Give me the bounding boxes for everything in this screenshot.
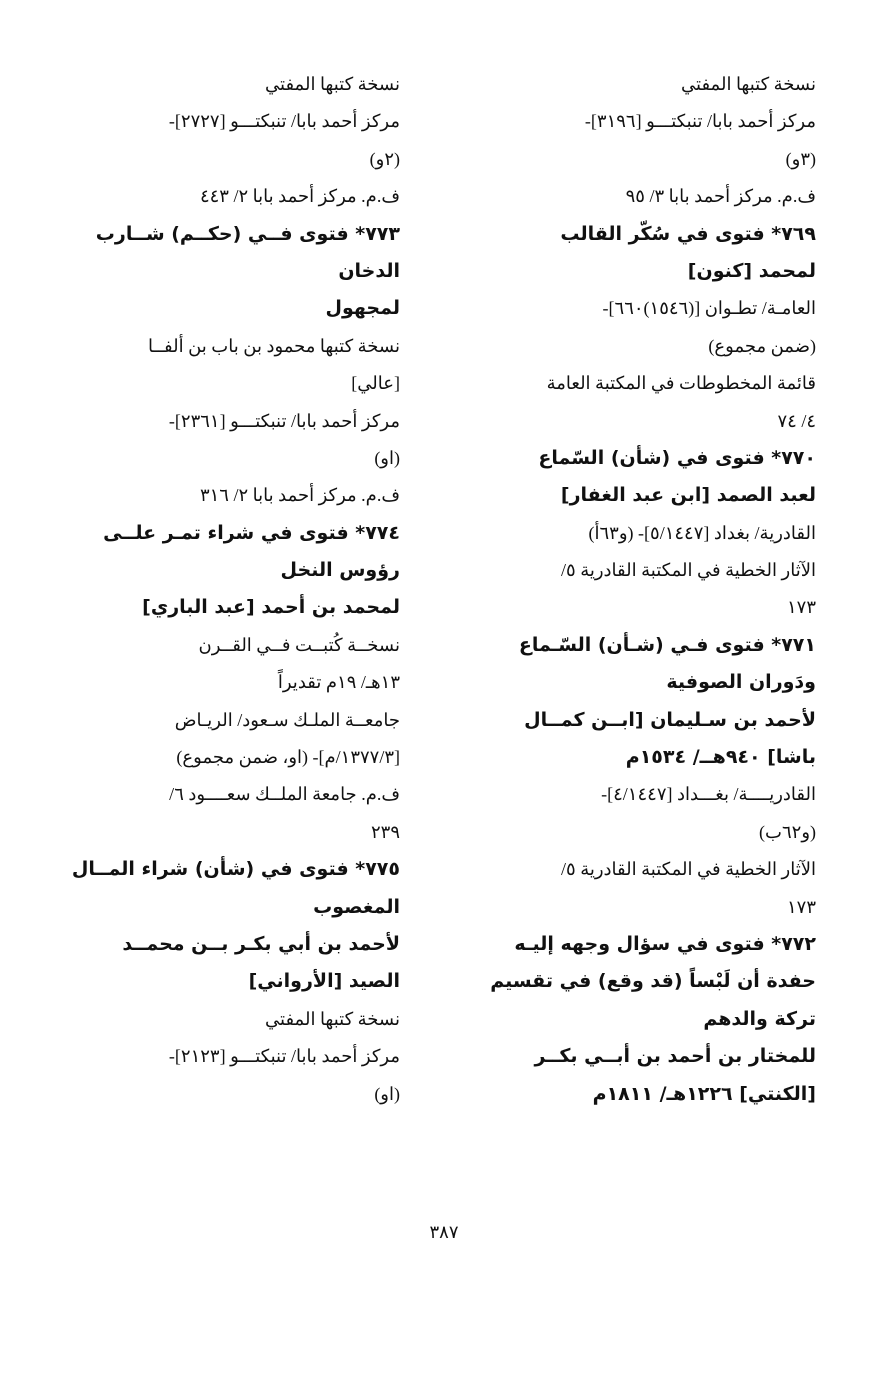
entry-text-line: (و٦٢ب) (759, 821, 816, 842)
entry-text-line: نسخة كتبها المفتي (265, 74, 400, 94)
entry-text-line: مركز أحمد بابا/ تنبكتـــو [٢٣٦١]- (168, 410, 400, 431)
entry-heading-line: [الكنتي] ١٢٢٦هـ/ ١٨١١م (592, 1082, 816, 1105)
entry-heading-line: حفدة أن لَبْساً (قد وقع) في تقسيم (490, 970, 816, 993)
entry-heading-line: ٧٧١* فتوى فـي (شـأن) السّـماع (518, 633, 816, 656)
entry-text-line: (او) (374, 1083, 400, 1104)
entry-text-line: مركز أحمد بابا/ تنبكتـــو [٣١٩٦]- (584, 111, 816, 132)
entry-text-line: نسخة كتبها محمود بن باب بن ألفــا (147, 335, 400, 356)
entry-text-line: (او) (374, 447, 400, 468)
entry-heading-line: ٧٦٩* فتوى في سُكّر القالب (560, 222, 816, 245)
entry-text-line: [١٣٧٧/٣/م]- (او، ضمن مجموع) (176, 747, 400, 768)
entry-heading-line: لمجهول (325, 297, 400, 320)
entry-text-line: ١٣هـ/ ١٩م تقديراً (277, 672, 400, 693)
entry-text-line: نسخة كتبها المفتي (681, 74, 816, 94)
entry-heading-line: للمختار بن أحمد بن أبــي بكــر (534, 1045, 816, 1068)
entry-text-line: ٢٣٩ (370, 821, 400, 842)
entry-text-line: قائمة المخطوطات في المكتبة العامة (546, 373, 816, 394)
entry-text-line: نسخة كتبها المفتي (265, 1008, 400, 1029)
entry-text-line: ٤/ ٧٤ (777, 410, 816, 431)
entry-text-line: القادريــــة/ بغـــداد [٤/١٤٤٧]- (601, 784, 816, 805)
entry-heading-line: ٧٧٣* فتوى فــي (حكــم) شــارب (95, 222, 400, 245)
entry-text-line: العامـة/ تطـوان [(١٥٤٦)٦٦٠]- (602, 298, 816, 319)
entry-heading-line: باشا] ٩٤٠هــ/ ١٥٣٤م (625, 746, 816, 769)
entry-heading-line: ٧٧٥* فتوى في (شأن) شراء المــال (71, 858, 400, 881)
entry-text-line: ١٧٣ (786, 597, 816, 618)
entry-heading-line: لأحمد بن أبي بكـر بــن محمــد (122, 932, 400, 955)
entry-text-line: مركز أحمد بابا/ تنبكتـــو [٢٧٢٧]- (168, 111, 400, 132)
entry-heading-line: رؤوس النخل (280, 559, 400, 582)
entry-heading-line: الدخان (338, 259, 400, 282)
entry-heading-line: الصيد [الأرواني] (248, 970, 400, 993)
entry-heading-line: ودَوران الصوفية (666, 671, 816, 694)
entry-text-line: ف.م. مركز أحمد بابا ٢/ ٤٤٣ (199, 186, 400, 207)
entry-text-line: (٣و) (785, 148, 816, 169)
entry-heading-line: المغصوب (313, 895, 400, 918)
entry-text-line: (ضمن مجموع) (708, 335, 816, 356)
entry-text-line: (٢و) (369, 148, 400, 169)
entry-text-line: جامعــة الملـك سـعود/ الريـاض (174, 709, 400, 730)
entry-text-line: ف.م. جامعة الملــك سعــــود ٦/ (169, 784, 400, 805)
entry-text-line: ف.م. مركز أحمد بابا ٣/ ٩٥ (625, 186, 816, 207)
entry-heading-line: ٧٧٢* فتوى في سؤال وجهه إليـه (514, 932, 816, 955)
right-column (446, 66, 816, 1113)
entry-heading-line: ٧٧٤* فتوى في شراء تمـر علــى (103, 521, 400, 544)
entry-text-line: القادرية/ بغداد [٥/١٤٤٧]- (و٦٣أ) (588, 522, 816, 543)
entry-text-line: [عالي] (351, 373, 400, 394)
entry-text-line: ف.م. مركز أحمد بابا ٢/ ٣١٦ (199, 485, 400, 506)
entry-heading-line: تركة والدهم (703, 1007, 816, 1030)
entry-heading-line: لعبد الصمد [ابن عبد الغفار] (560, 484, 816, 507)
left-column (60, 66, 400, 1113)
entry-heading-line: ٧٧٠* فتوى في (شأن) السّماع (538, 446, 816, 469)
page-number: ٣٨٧ (429, 1222, 459, 1242)
entry-text-line: مركز أحمد بابا/ تنبكتـــو [٢١٢٣]- (168, 1046, 400, 1067)
entry-text-line: الآثار الخطية في المكتبة القادرية ٥/ (561, 560, 816, 581)
entry-heading-line: لمحمد [كنون] (687, 259, 816, 282)
entry-heading-line: لمحمد بن أحمد [عبد الباري] (142, 596, 400, 619)
entry-text-line: ١٧٣ (786, 896, 816, 917)
entry-heading-line: لأحمد بن سـليمان [ابــن كمــال (524, 708, 816, 731)
entry-text-line: الآثار الخطية في المكتبة القادرية ٥/ (561, 859, 816, 880)
entry-text-line: نسخــة كُتبــت فــي القــرن (198, 634, 400, 655)
